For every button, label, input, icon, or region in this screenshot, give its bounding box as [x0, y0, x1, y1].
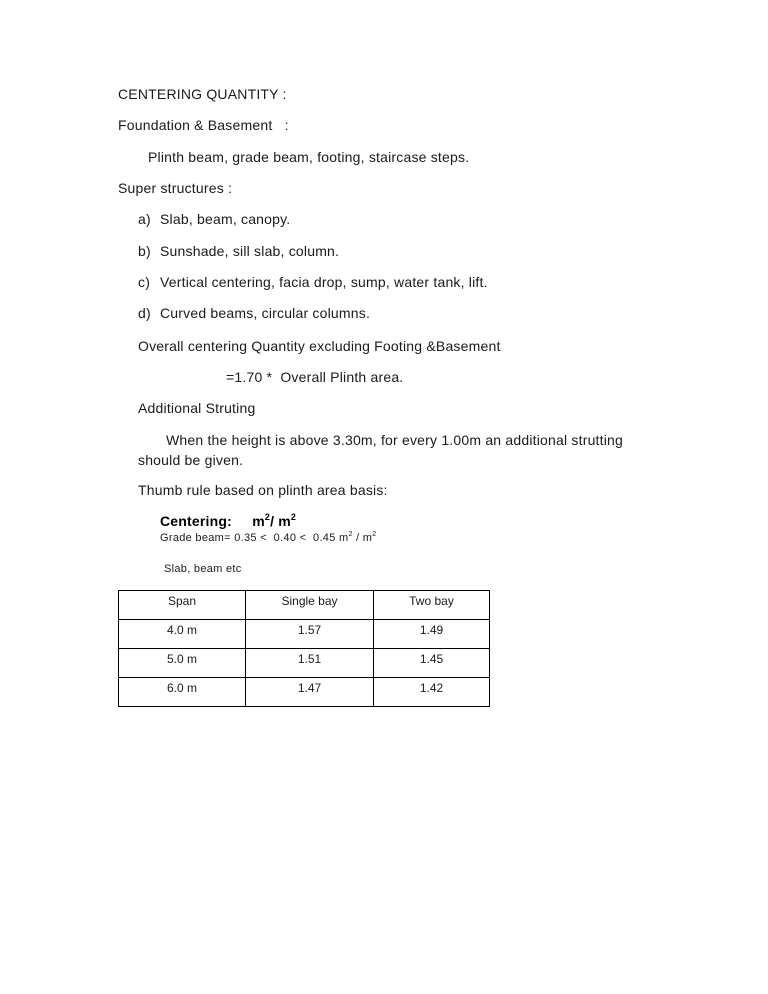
list-item-text: Sunshade, sill slab, column. — [160, 243, 340, 259]
table-cell: 5.0 m — [119, 649, 246, 678]
list-item-marker: a) — [138, 211, 151, 227]
unit-exponent: 2 — [348, 531, 353, 538]
overall-centering-formula: =1.70 * Overall Plinth area. — [226, 369, 404, 385]
grade-beam-range: 0.35 < 0.40 < 0.45 — [234, 532, 336, 544]
super-structures-label: Super structures : — [118, 180, 233, 196]
table-cell: 1.49 — [374, 620, 490, 649]
table-cell: 1.57 — [246, 620, 374, 649]
centering-label: Centering: — [160, 513, 232, 529]
table-cell: 1.42 — [374, 678, 490, 707]
table-cell: 1.45 — [374, 649, 490, 678]
list-item-text: Curved beams, circular columns. — [160, 305, 371, 321]
table-row — [119, 678, 490, 707]
grade-beam-line — [160, 532, 376, 544]
foundation-label: Foundation & Basement : — [118, 117, 289, 133]
struting-paragraph-text: When the height is above 3.30m, for every 1.00m an additional strutting should be given. — [138, 432, 624, 468]
foundation-items: Plinth beam, grade beam, footing, staircase steps. — [148, 149, 470, 165]
unit-denominator: m — [278, 513, 291, 529]
centering-table — [118, 590, 490, 707]
list-item-marker: b) — [138, 243, 151, 259]
grade-beam-unit-sep: / — [356, 532, 360, 544]
table-header-cell: Single bay — [246, 591, 374, 620]
table-header-cell: Two bay — [374, 591, 490, 620]
table-cell: 1.51 — [246, 649, 374, 678]
table-header-cell: Span — [119, 591, 246, 620]
list-item-marker: c) — [138, 274, 151, 290]
overall-centering-label: Overall centering Quantity excluding Footing &Basement — [138, 338, 501, 354]
grade-beam-unit-b: m — [362, 532, 373, 544]
grade-beam-unit-a: m — [339, 532, 349, 544]
slab-caption: Slab, beam etc — [164, 563, 242, 575]
table-row — [119, 649, 490, 678]
page-heading: CENTERING QUANTITY : — [118, 86, 287, 102]
unit-exponent: 2 — [290, 512, 297, 522]
unit-numerator: m — [252, 513, 265, 529]
list-item-text: Slab, beam, canopy. — [160, 211, 291, 227]
additional-struting-label: Additional Struting — [138, 400, 256, 416]
list-item-text: Vertical centering, facia drop, sump, water tank, lift. — [160, 274, 488, 290]
table-cell: 4.0 m — [119, 620, 246, 649]
table-row — [119, 620, 490, 649]
unit-exponent: 2 — [372, 531, 377, 538]
centering-line — [160, 513, 296, 529]
table-header-row — [119, 591, 490, 620]
thumb-rule-label: Thumb rule based on plinth area basis: — [138, 482, 388, 498]
struting-paragraph — [138, 430, 628, 470]
list-item-marker: d) — [138, 305, 151, 321]
grade-beam-label: Grade beam= — [160, 532, 231, 544]
table-cell: 1.47 — [246, 678, 374, 707]
unit-separator: / — [270, 513, 275, 529]
table-cell: 6.0 m — [119, 678, 246, 707]
unit-exponent: 2 — [264, 512, 271, 522]
